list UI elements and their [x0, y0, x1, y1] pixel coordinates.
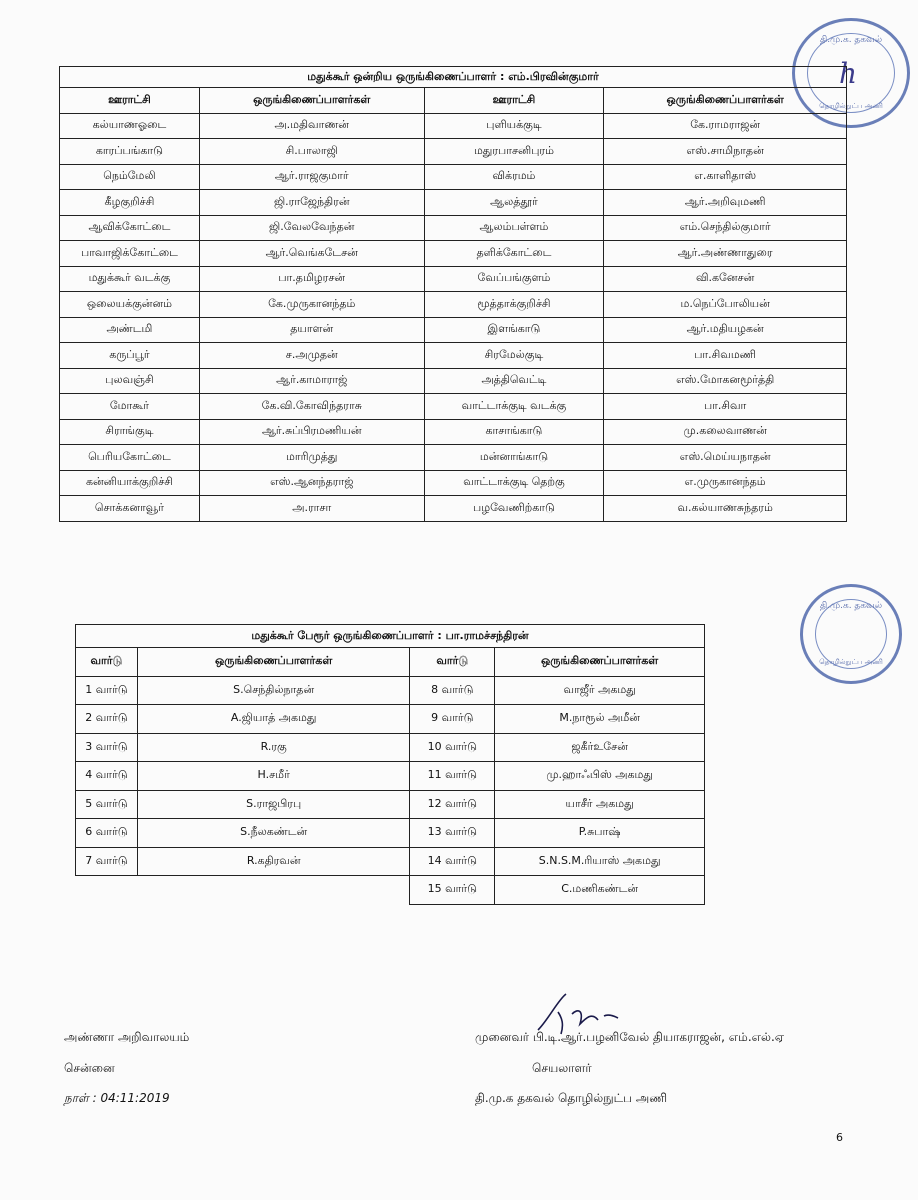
footer-office: அண்ணா அறிவாலயம் — [64, 1030, 190, 1044]
union-coordinators-table — [59, 66, 847, 522]
table-cell: 2 வார்டு — [76, 705, 138, 734]
table-cell: தயாளன் — [199, 317, 424, 343]
table-row — [76, 733, 705, 762]
table-row — [60, 164, 847, 190]
table-cell: சிரமேல்குடி — [424, 343, 604, 369]
table-cell: S.ராஜபிரபு — [137, 790, 410, 819]
town-table-body — [76, 676, 705, 876]
table-cell: சொக்கனாவூர் — [60, 496, 200, 522]
table-cell: மூத்தாக்குறிச்சி — [424, 292, 604, 318]
table-cell: சிராங்குடி — [60, 419, 200, 445]
table-cell: கே.முருகானந்தம் — [199, 292, 424, 318]
table-row — [60, 241, 847, 267]
table-cell: 10 வார்டு — [410, 733, 495, 762]
table-row — [76, 847, 705, 876]
table-cell: ஆர்.வெங்கடேசன் — [199, 241, 424, 267]
table-cell: ஆவிக்கோட்டை — [60, 215, 200, 241]
seal-stamp-middle — [800, 584, 902, 684]
union-table-body — [60, 113, 847, 521]
page-number: 6 — [836, 1131, 843, 1144]
table-cell: S.செந்தில்நாதன் — [137, 676, 410, 705]
table-cell: எஸ்.மோகனமூர்த்தி — [604, 368, 847, 394]
table-row — [60, 215, 847, 241]
table-cell: 7 வார்டு — [76, 847, 138, 876]
table-row — [76, 705, 705, 734]
seal-top-text: தி.மு.க. தகவல் — [819, 601, 883, 611]
table-cell: S.N.S.M.ரியாஸ் அகமது — [495, 847, 705, 876]
table-title-row — [60, 67, 847, 88]
footer-designation: செயலாளர் — [532, 1061, 592, 1075]
table-cell: 9 வார்டு — [410, 705, 495, 734]
table-cell: ஆலத்தூர் — [424, 190, 604, 216]
table-header-row — [76, 648, 705, 677]
column-header: ஒருங்கிணைப்பாளர்கள் — [604, 88, 847, 114]
table-cell: மோகூர் — [60, 394, 200, 420]
table-cell: அ.ராசா — [199, 496, 424, 522]
town-table-title: மதுக்கூர் பேரூர் ஒருங்கிணைப்பாளர் : பா.ராமச்சந்திரன் — [76, 625, 705, 648]
table-cell: வி.கனேசன் — [604, 266, 847, 292]
table-cell: ஆர்.காமாராஜ் — [199, 368, 424, 394]
table-cell: மன்னாங்காடு — [424, 445, 604, 471]
table-cell: R.ரகு — [137, 733, 410, 762]
table-row — [60, 139, 847, 165]
table-row — [76, 876, 705, 905]
table-cell: சி.பாலாஜி — [199, 139, 424, 165]
table-cell: எஸ்.மெய்யநாதன் — [604, 445, 847, 471]
table-cell: அத்திவெட்டி — [424, 368, 604, 394]
column-header: ஊராட்சி — [60, 88, 200, 114]
table-cell: பா.தமிழரசன் — [199, 266, 424, 292]
table-cell: விக்ரமம் — [424, 164, 604, 190]
seal-bottom-text: தொழில்நுட்ப அணி — [819, 658, 883, 666]
table-cell: பாவாஜிக்கோட்டை — [60, 241, 200, 267]
table-row — [60, 394, 847, 420]
table-cell: பா.சிவா — [604, 394, 847, 420]
table-cell: யாசீர் அகமது — [495, 790, 705, 819]
table-cell: A.ஜியாத் அகமது — [137, 705, 410, 734]
table-cell: ஆர்.சுப்பிரமணியன் — [199, 419, 424, 445]
column-header: ஒருங்கிணைப்பாளர்கள் — [495, 648, 705, 677]
table-cell: கே.ராமராஜன் — [604, 113, 847, 139]
table-cell: P.சுபாஷ் — [495, 819, 705, 848]
table-cell: வேப்பங்குளம் — [424, 266, 604, 292]
table-row — [60, 266, 847, 292]
table-cell: எஸ்.சாமிநாதன் — [604, 139, 847, 165]
empty-cell — [76, 876, 410, 905]
table-cell: 8 வார்டு — [410, 676, 495, 705]
table-cell: காரப்பங்காடு — [60, 139, 200, 165]
table-cell: புலவஞ்சி — [60, 368, 200, 394]
table-row — [60, 419, 847, 445]
table-cell: ஆர்.அறிவுமணி — [604, 190, 847, 216]
table-cell: வாட்டாக்குடி வடக்கு — [424, 394, 604, 420]
table-cell: மு.கலைவாணன் — [604, 419, 847, 445]
seal-bottom-text: தொழில்நுட்ப அணி — [819, 102, 883, 110]
table-cell: நெம்மேலி — [60, 164, 200, 190]
table-cell: அண்டமி — [60, 317, 200, 343]
table-row — [60, 190, 847, 216]
column-header: ஊராட்சி — [424, 88, 604, 114]
table-cell: C.மணிகண்டன் — [495, 876, 705, 905]
table-cell: ஜி.வேலவேந்தன் — [199, 215, 424, 241]
column-header: வார்டு — [410, 648, 495, 677]
table-cell: 5 வார்டு — [76, 790, 138, 819]
table-cell: 4 வார்டு — [76, 762, 138, 791]
table-cell: 14 வார்டு — [410, 847, 495, 876]
union-table-title: மதுக்கூர் ஒன்றிய ஒருங்கிணைப்பாளர் : எம்.பிரவின்குமார் — [60, 67, 847, 88]
table-cell: 3 வார்டு — [76, 733, 138, 762]
table-cell: R.கதிரவன் — [137, 847, 410, 876]
table-cell: வாஜீர் அகமது — [495, 676, 705, 705]
table-cell: கல்யாணஓடை — [60, 113, 200, 139]
table-cell: அ.மதிவாணன் — [199, 113, 424, 139]
table-cell: மாரிமுத்து — [199, 445, 424, 471]
table-cell: ஜகீர்உசேன் — [495, 733, 705, 762]
table-cell: 12 வார்டு — [410, 790, 495, 819]
town-coordinators-table — [75, 624, 705, 905]
table-row — [60, 470, 847, 496]
table-row — [60, 368, 847, 394]
table-cell: எம்.செந்தில்குமார் — [604, 215, 847, 241]
table-cell: கே.வி.கோவிந்தராசு — [199, 394, 424, 420]
table-cell: மதுக்கூர் வடக்கு — [60, 266, 200, 292]
table-cell: வாட்டாக்குடி தெற்கு — [424, 470, 604, 496]
table-cell: மு.ஹாஃபிஸ் அகமது — [495, 762, 705, 791]
table-header-row — [60, 88, 847, 114]
table-cell: ஆலம்பள்ளம் — [424, 215, 604, 241]
table-cell: ஒலையக்குன்னம் — [60, 292, 200, 318]
table-row — [60, 496, 847, 522]
table-cell: H.சமீர் — [137, 762, 410, 791]
table-cell: 6 வார்டு — [76, 819, 138, 848]
footer-wing: தி.மு.க தகவல் தொழில்நுட்ப அணி — [475, 1091, 668, 1105]
table-cell: S.நீலகண்டன் — [137, 819, 410, 848]
column-header: ஒருங்கிணைப்பாளர்கள் — [137, 648, 410, 677]
table-cell: 1 வார்டு — [76, 676, 138, 705]
table-cell: ஜி.ராஜேந்திரன் — [199, 190, 424, 216]
table-cell: ஆர்.ராஜகுமார் — [199, 164, 424, 190]
seal-top-text: தி.மு.க. தகவல் — [819, 35, 883, 45]
table-cell: ம.நெப்போலியன் — [604, 292, 847, 318]
table-row — [60, 445, 847, 471]
table-cell: கருப்பூர் — [60, 343, 200, 369]
table-cell: காசாங்காடு — [424, 419, 604, 445]
footer-city: சென்னை — [64, 1061, 115, 1075]
footer-date: நாள் : 04:11:2019 — [64, 1091, 170, 1105]
table-row — [60, 292, 847, 318]
table-cell: எஸ்.ஆனந்தராஜ் — [199, 470, 424, 496]
column-header: ஒருங்கிணைப்பாளர்கள் — [199, 88, 424, 114]
table-row — [76, 790, 705, 819]
table-cell: பா.சிவமணி — [604, 343, 847, 369]
table-cell: வ.கல்யாணசுந்தரம் — [604, 496, 847, 522]
table-cell: M.நாரூல் அமீன் — [495, 705, 705, 734]
table-cell: புளியக்குடி — [424, 113, 604, 139]
table-row — [76, 819, 705, 848]
table-cell: மதுரபாசனிபுரம் — [424, 139, 604, 165]
table-cell: 13 வார்டு — [410, 819, 495, 848]
table-cell: கன்னியாக்குறிச்சி — [60, 470, 200, 496]
table-cell: ச.அமுதன் — [199, 343, 424, 369]
table-cell: 15 வார்டு — [410, 876, 495, 905]
table-cell: எ.காளிதாஸ் — [604, 164, 847, 190]
table-cell: ஆர்.அண்ணாதுரை — [604, 241, 847, 267]
table-cell: ஆர்.மதியழகன் — [604, 317, 847, 343]
table-cell: பெரியகோட்டை — [60, 445, 200, 471]
table-cell: இளங்காடு — [424, 317, 604, 343]
table-row — [60, 113, 847, 139]
table-cell: தளிக்கோட்டை — [424, 241, 604, 267]
table-cell: எ.முருகானந்தம் — [604, 470, 847, 496]
table-cell: கீழகுறிச்சி — [60, 190, 200, 216]
table-row — [60, 317, 847, 343]
footer-signatory: முனைவர் பி.டி.ஆர்.பழனிவேல் தியாகராஜன், எம்.எல்.ஏ — [475, 1030, 785, 1044]
table-title-row — [76, 625, 705, 648]
seal-signature-mark: h — [839, 57, 858, 90]
table-row — [76, 762, 705, 791]
table-row — [60, 343, 847, 369]
table-cell: 11 வார்டு — [410, 762, 495, 791]
table-row — [76, 676, 705, 705]
column-header: வார்டு — [76, 648, 138, 677]
table-cell: பழவேணிற்காடு — [424, 496, 604, 522]
